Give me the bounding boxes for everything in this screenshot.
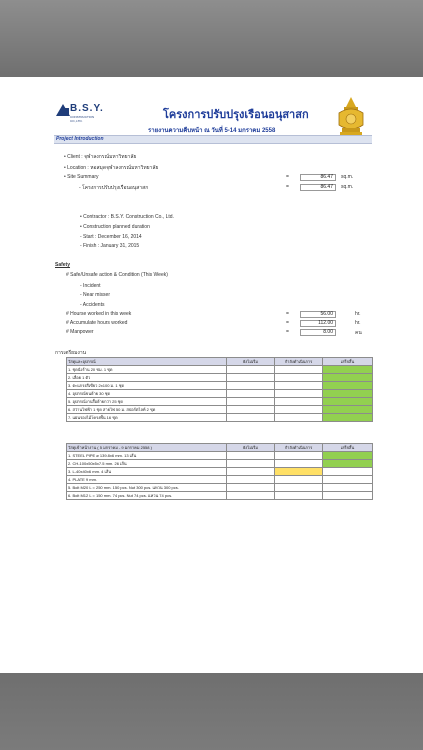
table-row	[67, 398, 373, 406]
viewer-bottom-bar	[0, 673, 423, 750]
status-cell	[227, 398, 275, 406]
item-cell: 6. สว่านไฟฟ้า 1 ชุด สายไฟ 50 ม. สปอร์ตไลท์ 2 ชุด	[67, 406, 227, 414]
item-cell: 2. เลื่อย 1 ตัว	[67, 374, 227, 382]
status-cell	[275, 492, 323, 500]
table-row	[67, 476, 373, 484]
status-cell	[275, 414, 323, 422]
header-cell: วัสดุเข้าหน้างาน ( 5 มกราคม - 9 มกราคม 2558 )	[67, 444, 227, 452]
bsy-logo	[56, 104, 104, 122]
item-cell: 3. ตะแกรงสีเขียว 2x100 ม. 1 ชุด	[67, 382, 227, 390]
item-cell: 4. อุปกรณ์ขนย้าย 30 ชุด	[67, 390, 227, 398]
hours-eq: =	[286, 311, 289, 317]
site-summary-eq: =	[286, 174, 289, 180]
project-line: - โครงการปรับปรุงเรือนอนุสาสก	[79, 185, 149, 191]
document-subtitle: รายงานความคืบหน้า ณ วันที่ 5-14 มกราคม 2558	[148, 128, 276, 134]
table-row	[67, 374, 373, 382]
logo-mark-part	[63, 108, 69, 116]
status-cell	[275, 476, 323, 484]
client-line: • Client : จุฬาลงกรณ์มหาวิทยาลัย	[64, 154, 137, 160]
status-cell-done	[323, 406, 373, 414]
status-cell	[227, 414, 275, 422]
header-cell: ยังไม่เริ่ม	[227, 358, 275, 366]
status-cell	[275, 398, 323, 406]
hours-label: # Hourse worked in this week	[66, 311, 132, 317]
status-cell	[227, 366, 275, 374]
item-cell: 6. Bolt M12 L = 150 mm. 74 pcs. Nut 74 pcs. แหวน 74 pcs.	[67, 492, 227, 500]
project-unit: sq.m.	[341, 184, 354, 190]
status-cell	[275, 484, 323, 492]
status-cell	[227, 452, 275, 460]
logo-name: B.S.Y.	[70, 103, 104, 114]
duration-line: • Construction planned duration	[80, 224, 150, 230]
materials-table-header	[67, 444, 373, 452]
status-cell-done	[323, 366, 373, 374]
site-summary-value: 86.47	[300, 174, 336, 181]
table-row	[67, 414, 373, 422]
accumulate-label: # Accumulate hours worked	[66, 320, 128, 326]
header-cell: กำลังดำเนินการ	[275, 358, 323, 366]
item-cell: 4. PLATE 9 mm.	[67, 476, 227, 484]
item-cell: 2. CH-100x50x5x7.5 mm. 26 เส้น	[67, 460, 227, 468]
status-cell	[275, 382, 323, 390]
item-cell: 5. อุปกรณ์งานรื้อย้ายกว่า 25 ชุด	[67, 398, 227, 406]
item-cell: 7. แผ่นรองไม้โครงพื้น 16 ชุด	[67, 414, 227, 422]
status-cell	[275, 374, 323, 382]
table-row	[67, 406, 373, 414]
manpower-value: 8.00	[300, 329, 336, 336]
materials-table	[66, 443, 373, 500]
section-heading: Project Introduction	[56, 136, 104, 142]
project-eq: =	[286, 184, 289, 190]
item-cell: 1. ชุดนั่งร้าน 20 ชม. 1 ชุด	[67, 366, 227, 374]
item-cell: 1. STEEL PIPE ø 139.8x6 mm. 13 เส้น	[67, 452, 227, 460]
safe-unsafe-line: # Safe/Unsafe action & Condition (This Week)	[66, 272, 168, 278]
hours-value: 56.00	[300, 311, 336, 318]
accumulate-value: 112.00	[300, 320, 336, 327]
incident-line: - Incident	[80, 283, 101, 289]
document-title: โครงการปรับปรุงเรือนอนุสาสก	[163, 109, 309, 121]
logo-sub: CONSTRUCTION CO.,LTD.	[70, 115, 95, 123]
start-line: - Start : December 16, 2014	[80, 234, 142, 240]
header-cell: เสร็จสิ้น	[323, 358, 373, 366]
status-cell-done	[323, 398, 373, 406]
status-cell	[275, 406, 323, 414]
status-cell-in-progress	[275, 468, 323, 476]
status-cell-done	[323, 414, 373, 422]
status-cell-done	[323, 390, 373, 398]
status-cell	[227, 476, 275, 484]
project-value: 86.47	[300, 184, 336, 191]
status-cell	[323, 468, 373, 476]
table-row	[67, 382, 373, 390]
status-cell	[227, 460, 275, 468]
header-cell: เสร็จสิ้น	[323, 444, 373, 452]
manpower-unit: คน	[355, 330, 362, 336]
item-cell: 5. Bolt M20 L = 250 mm. 150 pcs. Nut 300 pcs. แหวน 300 pcs.	[67, 484, 227, 492]
status-cell	[227, 374, 275, 382]
header-cell: กำลังดำเนินการ	[275, 444, 323, 452]
status-cell	[275, 460, 323, 468]
location-line: • Location : หอสมุดจุฬาลงกรณ์มหาวิทยาลัย	[64, 165, 159, 171]
equipment-table	[66, 357, 373, 422]
accumulate-unit: hr.	[355, 320, 361, 326]
table-row	[67, 452, 373, 460]
project-introduction-band	[54, 135, 372, 144]
equipment-table-header	[67, 358, 373, 366]
manpower-label: # Manpower	[66, 329, 94, 335]
safety-heading: Safety	[55, 262, 71, 268]
status-cell	[227, 468, 275, 476]
status-cell-done	[323, 452, 373, 460]
status-cell	[227, 406, 275, 414]
site-summary-unit: sq.m.	[341, 174, 354, 180]
manpower-eq: =	[286, 329, 289, 335]
table-row	[67, 390, 373, 398]
status-cell	[275, 366, 323, 374]
status-cell	[323, 492, 373, 500]
status-cell	[227, 484, 275, 492]
accumulate-eq: =	[286, 320, 289, 326]
status-cell-done	[323, 460, 373, 468]
finish-line: - Finish : January 31, 2015	[80, 243, 140, 249]
status-cell	[227, 382, 275, 390]
header-cell: วัสดุและอุปกรณ์	[67, 358, 227, 366]
status-cell-done	[323, 382, 373, 390]
accidents-line: - Accidents	[80, 302, 105, 308]
viewer-top-bar	[0, 0, 423, 77]
near-miss-line: - Near misser	[80, 292, 111, 298]
table-row	[67, 366, 373, 374]
status-cell	[227, 390, 275, 398]
header-cell: ยังไม่เริ่ม	[227, 444, 275, 452]
hours-unit: hr.	[355, 311, 361, 317]
status-cell	[227, 492, 275, 500]
status-cell-done	[323, 374, 373, 382]
university-emblem-icon	[334, 95, 368, 139]
status-cell	[275, 452, 323, 460]
status-cell	[323, 476, 373, 484]
status-cell	[275, 390, 323, 398]
contractor-line: • Contractor : B.S.Y. Construction Co., Ltd.	[80, 214, 174, 220]
status-cell	[323, 484, 373, 492]
item-cell: 3. L-40x40x6 mm. 4 เส้น	[67, 468, 227, 476]
table-row	[67, 492, 373, 500]
table-row	[67, 484, 373, 492]
table-row	[67, 468, 373, 476]
table-row	[67, 460, 373, 468]
work-prep-heading: การเตรียมงาน	[55, 350, 87, 356]
site-summary-label: • Site Summary	[64, 174, 99, 180]
document-page	[0, 77, 423, 673]
